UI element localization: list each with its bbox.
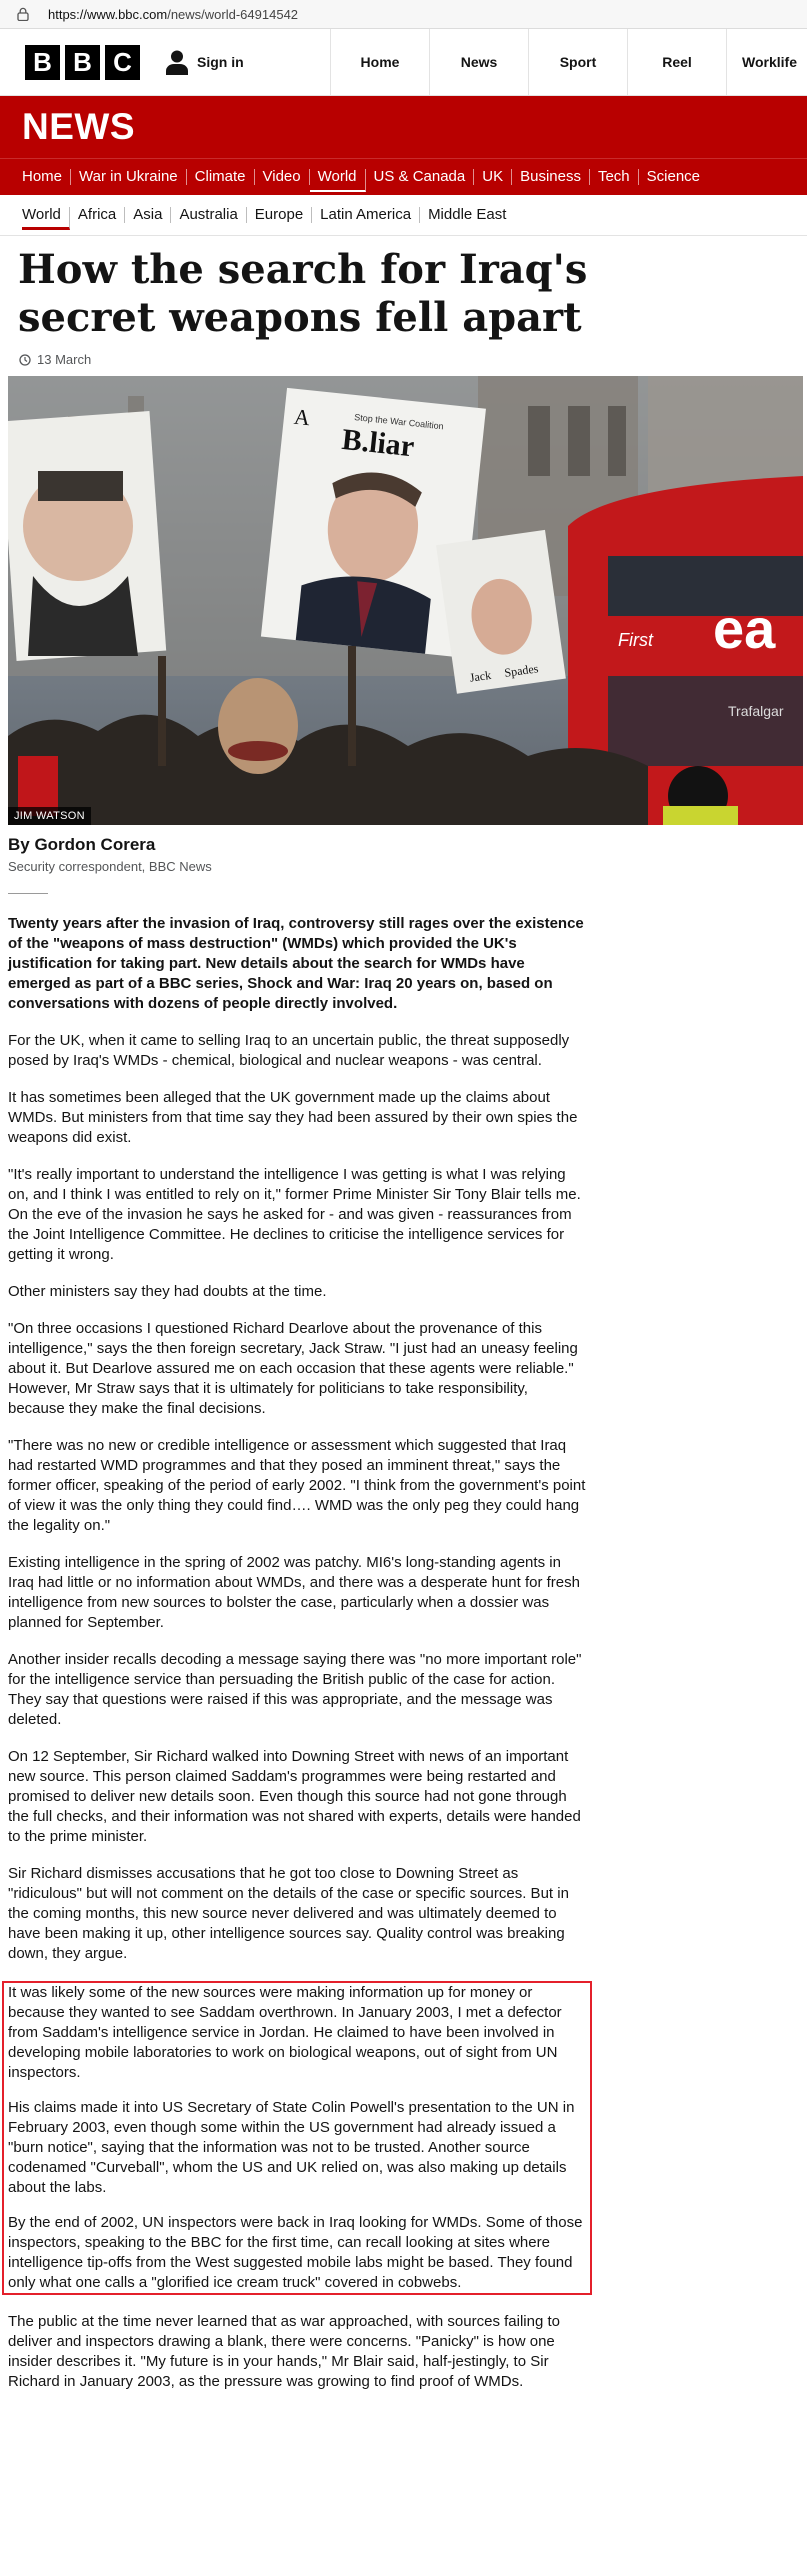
signin-label: Sign in xyxy=(197,54,244,70)
placard-card-text: Jack xyxy=(468,667,492,685)
news-label: NEWS xyxy=(22,106,135,147)
closing-paragraph: The public at the time never learned that as war approached, with sources failing to deliver and inspectors drawing a blank, there were concerns. "Panicky" is how one insider describes it. "My future is in your hands," Mr Blair said, half-jestingly, to Sir Richard in January 2003, as the pressure was growing to find proof of WMDs. xyxy=(8,2313,560,2390)
section-nav-science[interactable]: Science xyxy=(646,168,701,185)
bus-brand-text: First xyxy=(618,630,653,650)
author-role: Security correspondent, BBC News xyxy=(8,859,212,874)
logo-letter: B xyxy=(25,45,60,80)
lock-icon xyxy=(14,5,32,23)
top-nav-home[interactable]: Home xyxy=(330,29,429,95)
body-paragraph: For the UK, when it came to selling Iraq to an uncertain public, the threat supposedly posed by Iraq's WMDs - chemical, biological and nuclear weapons - was central. xyxy=(8,1032,570,1069)
left-placard xyxy=(8,411,166,661)
section-nav-video[interactable]: Video xyxy=(255,169,310,185)
url-path: /news/world-64914542 xyxy=(167,6,299,22)
news-section-banner[interactable] xyxy=(0,96,807,158)
sub-nav-australia[interactable]: Australia xyxy=(171,207,246,223)
date-text: 13 March xyxy=(37,352,92,367)
placard-top-text: Stop the War Coalition xyxy=(353,412,445,432)
article-body xyxy=(8,914,588,2409)
top-nav-sport[interactable]: Sport xyxy=(528,29,627,95)
article-date xyxy=(19,352,807,367)
logo-letter: B xyxy=(65,45,100,80)
body-paragraph: "On three occasions I questioned Richard Dearlove about the provenance of this intelligence," says the then foreign secretary, Jack Straw. "I just had an uneasy feeling about it. But Dearlove assured me on each occasion that these agents were reliable." However, Mr Straw says that it is ultimately for politicians to take responsibility, because they make the final decisions. xyxy=(8,1320,578,1417)
hero-image xyxy=(8,376,803,825)
highlighted-paragraph: His claims made it into US Secretary of State Colin Powell's presentation to the UN in February 2003, even though some within the US government had already issued a "burn notice", saying that the information was not to be trusted. Another source codenamed "Curveball", whom the US and UK relied on, was also making up details about the labs. xyxy=(8,2099,575,2196)
body-paragraph: It has sometimes been alleged that the UK government made up the claims about WMDs. But ministers from that time say they had been assured by their own spies the weapons did exist. xyxy=(8,1089,578,1146)
section-nav-war-in-ukraine[interactable]: War in Ukraine xyxy=(71,169,187,185)
highlighted-paragraph: By the end of 2002, UN inspectors were back in Iraq looking for WMDs. Some of those inspectors, speaking to the BBC for the first time, can recall looking at sites where intelligence tip-offs from the West suggested mobile labs might be based. They found only what one calls a "glorified ice cream truck" covered in cobwebs. xyxy=(8,2214,583,2291)
lead-paragraph: Twenty years after the invasion of Iraq, controversy still rages over the existence of the "weapons of mass destruction" (WMDs) which provided the UK's justification for taking part. New details about the search for WMDs have emerged as part of a BBC series, Shock and War: Iraq 20 years on, based on conversations with dozens of people directly involved. xyxy=(8,915,584,1012)
body-paragraph: Sir Richard dismisses accusations that he got too close to Downing Street as "ridiculous" but will not comment on the details of the case or specific sources. But in the coming months, this new source never delivered and was ultimately deemed to have been making it up, other intelligence sources say. Quality control was breaking down, they argue. xyxy=(8,1865,569,1962)
section-nav-climate[interactable]: Climate xyxy=(187,169,255,185)
placard-main-text: B.liar xyxy=(340,422,416,464)
clock-icon xyxy=(19,354,31,366)
browser-url-bar[interactable] xyxy=(0,0,807,29)
article-headline: How the search for Iraq's secret weapons fell apart xyxy=(18,246,588,341)
byline xyxy=(8,835,212,874)
sub-nav-world[interactable]: World xyxy=(22,207,70,230)
sub-nav-europe[interactable]: Europe xyxy=(247,207,312,223)
author-name: By Gordon Corera xyxy=(8,835,156,854)
section-nav-uk[interactable]: UK xyxy=(474,169,512,185)
top-nav-worklife[interactable]: Worklife xyxy=(726,29,807,95)
protest-photo xyxy=(8,376,803,825)
highlighted-paragraph: It was likely some of the new sources were making information up for money or because they wanted to see Saddam overthrown. In January 2003, I met a defector from Saddam's intelligence service in Jordan. He claimed to have been involved in developing mobile laboratories to work on biological weapons, out of sight from UN inspectors. xyxy=(8,1984,562,2081)
signin-button[interactable] xyxy=(165,49,244,75)
body-paragraph: Other ministers say they had doubts at the time. xyxy=(8,1283,327,1300)
sub-nav-middle-east[interactable]: Middle East xyxy=(428,206,507,223)
url-host: https://www.bbc.com xyxy=(48,6,168,22)
sub-nav-africa[interactable]: Africa xyxy=(70,207,125,223)
section-nav xyxy=(0,158,807,195)
bus-ad-text: ea xyxy=(713,597,776,660)
highlighted-section xyxy=(2,1981,592,2295)
body-paragraph: Existing intelligence in the spring of 2002 was patchy. MI6's long-standing agents in Iraq had little or no information about WMDs, and there was a desperate hunt for fresh intelligence from new sources to bolster the case, particularly when a dossier was planned for September. xyxy=(8,1554,580,1631)
top-nav-reel[interactable]: Reel xyxy=(627,29,726,95)
top-nav xyxy=(330,29,807,95)
bus-route-text: Trafalgar xyxy=(728,703,784,719)
byline-divider xyxy=(8,893,48,894)
body-paragraph: On 12 September, Sir Richard walked into Downing Street with news of an important new source. This person claimed Saddam's programmes were being restarted and promised to deliver new details soon. Even though this source had not gone through the full checks, and their information was not shared with experts, details were handed to the prime minister. xyxy=(8,1748,581,1845)
section-nav-tech[interactable]: Tech xyxy=(590,169,639,185)
world-sub-nav xyxy=(0,195,807,236)
bbc-logo[interactable] xyxy=(25,45,140,80)
svg-text:A: A xyxy=(292,403,312,431)
body-paragraph: Another insider recalls decoding a message saying there was "no more important role" for the intelligence service than persuading the British public of the case for action. They say that questions were raised if this was appropriate, and the message was deleted. xyxy=(8,1651,582,1728)
placard-suit-text: Spades xyxy=(503,661,540,680)
user-icon xyxy=(165,49,189,75)
bbc-masthead xyxy=(0,29,807,96)
body-paragraph: "It's really important to understand the intelligence I was getting is what I was relying on, and I think I was entitled to rely on it," former Prime Minister Sir Tony Blair tells me. On the eve of the invasion he says he asked for - and was given - reassurances from the Joint Intelligence Committee. He declines to criticise the intelligence services for getting it wrong. xyxy=(8,1166,581,1263)
section-nav-home[interactable]: Home xyxy=(22,169,71,185)
jack-placard xyxy=(436,530,566,694)
logo-letter: C xyxy=(105,45,140,80)
section-nav-business[interactable]: Business xyxy=(512,169,590,185)
body-paragraph: "There was no new or credible intelligence or assessment which suggested that Iraq had restarted WMD programmes and that they posed an imminent threat," says the former officer, speaking of the period of early 2002. "I think from the government's point of view it was the only thing they could find…. WMD was the only peg they could hang the legality on." xyxy=(8,1437,586,1534)
section-nav-us-canada[interactable]: US & Canada xyxy=(366,169,475,185)
sub-nav-asia[interactable]: Asia xyxy=(125,207,171,223)
top-nav-news[interactable]: News xyxy=(429,29,528,95)
sub-nav-latin-america[interactable]: Latin America xyxy=(312,207,420,223)
image-credit: JIM WATSON xyxy=(8,807,91,825)
section-nav-world[interactable]: World xyxy=(310,169,366,192)
